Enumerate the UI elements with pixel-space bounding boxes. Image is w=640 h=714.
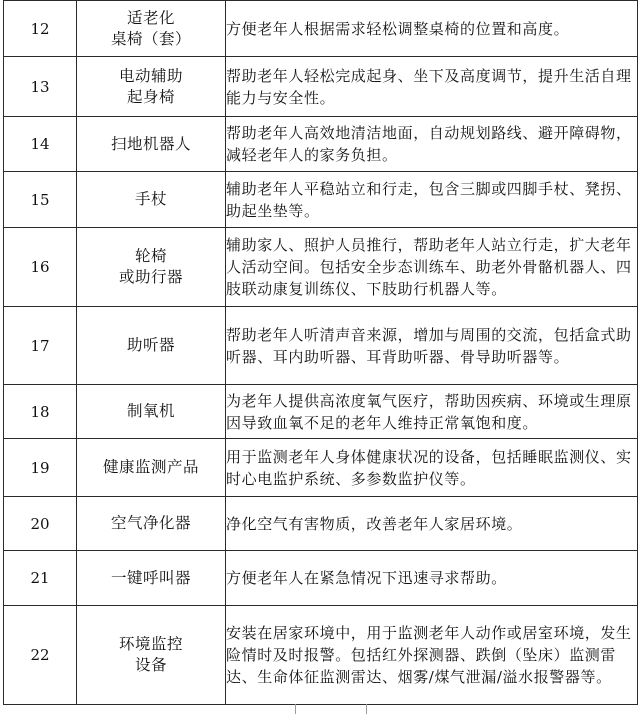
- product-description: 帮助老年人高效地清洁地面，自动规划路线、避开障碍物，减轻老年人的家务负担。: [226, 117, 638, 172]
- row-number: 16: [4, 228, 77, 307]
- product-name: [77, 307, 226, 385]
- product-description: 帮助老年人轻松完成起身、坐下及高度调节，提升生活自理能力与安全性。: [226, 57, 638, 117]
- table-row: [4, 1, 638, 57]
- row-number: 18: [4, 385, 77, 439]
- table-row: [4, 307, 638, 385]
- product-name-line: 制氧机: [126, 402, 175, 420]
- product-description: 安装在居家环境中，用于监测老年人动作或居室环境，发生险情时及时报警。包括红外探测器、跌倒（坠床）监测雷达、生命体征监测雷达、烟雾/煤气泄漏/溢水报警器等。: [226, 606, 638, 705]
- row-number: 17: [4, 307, 77, 385]
- product-name-line: 手杖: [134, 190, 167, 208]
- table-row: [4, 551, 638, 606]
- row-number: 13: [4, 57, 77, 117]
- row-number: 20: [4, 497, 77, 551]
- table-row: [4, 117, 638, 172]
- product-name-line: 桌椅（套）: [110, 29, 191, 48]
- product-description: 辅助家人、照护人员推行，帮助老年人站立行走，扩大老年人活动空间。包括安全步态训练车、助老外骨骼机器人、四肢联动康复训练仪、下肢助行机器人等。: [226, 228, 638, 307]
- product-name-line: 适老化: [126, 8, 175, 27]
- product-name: [77, 439, 226, 497]
- product-name-line: 设备: [134, 656, 167, 674]
- row-number: 12: [4, 1, 77, 57]
- product-name-line: 助听器: [126, 336, 175, 354]
- product-name-line: 轮椅: [134, 247, 167, 265]
- product-name-line: 健康监测产品: [102, 458, 199, 476]
- product-name-line: 起身椅: [126, 87, 175, 106]
- page-edge-mark: [295, 704, 296, 714]
- row-number: 15: [4, 172, 77, 228]
- product-name: [77, 606, 226, 705]
- product-name-line: 一键呼叫器: [110, 568, 191, 587]
- product-name: [77, 117, 226, 172]
- product-description: 帮助老年人听清声音来源，增加与周围的交流，包括盒式助听器、耳内助听器、耳背助听器、骨导助听器等。: [226, 307, 638, 385]
- product-name: [77, 385, 226, 439]
- table-row: [4, 228, 638, 307]
- row-number: 21: [4, 551, 77, 606]
- product-name: [77, 172, 226, 228]
- table-row: [4, 606, 638, 705]
- product-name: [77, 497, 226, 551]
- product-description: 方便老年人在紧急情况下迅速寻求帮助。: [226, 551, 638, 606]
- product-name-line: 扫地机器人: [110, 134, 191, 153]
- product-description: 为老年人提供高浓度氧气医疗，帮助因疾病、环境或生理原因导致血氧不足的老年人维持正常氧饱和度。: [226, 385, 638, 439]
- table-row: [4, 57, 638, 117]
- row-number: 22: [4, 606, 77, 705]
- table-row: [4, 385, 638, 439]
- table-row: [4, 497, 638, 551]
- product-description: 辅助老年人平稳站立和行走，包含三脚或四脚手杖、凳拐、助起坐垫等。: [226, 172, 638, 228]
- product-name-line: 或助行器: [118, 268, 183, 286]
- product-name-line: 空气净化器: [110, 514, 191, 532]
- product-description: 方便老年人根据需求轻松调整桌椅的位置和高度。: [226, 1, 638, 57]
- row-number: 14: [4, 117, 77, 172]
- assistive-products-table: [3, 0, 638, 705]
- product-name: [77, 551, 226, 606]
- product-description: 净化空气有害物质，改善老年人家居环境。: [226, 497, 638, 551]
- product-name: [77, 1, 226, 57]
- page-edge-mark: [366, 704, 367, 714]
- product-name: [77, 228, 226, 307]
- row-number: 19: [4, 439, 77, 497]
- product-description: 用于监测老年人身体健康状况的设备，包括睡眠监测仪、实时心电监护系统、多参数监护仪等。: [226, 439, 638, 497]
- table-row: [4, 172, 638, 228]
- product-name: [77, 57, 226, 117]
- table-body: [4, 1, 638, 705]
- product-name-line: 电动辅助: [118, 66, 183, 85]
- table-row: [4, 439, 638, 497]
- product-name-line: 环境监控: [118, 635, 183, 653]
